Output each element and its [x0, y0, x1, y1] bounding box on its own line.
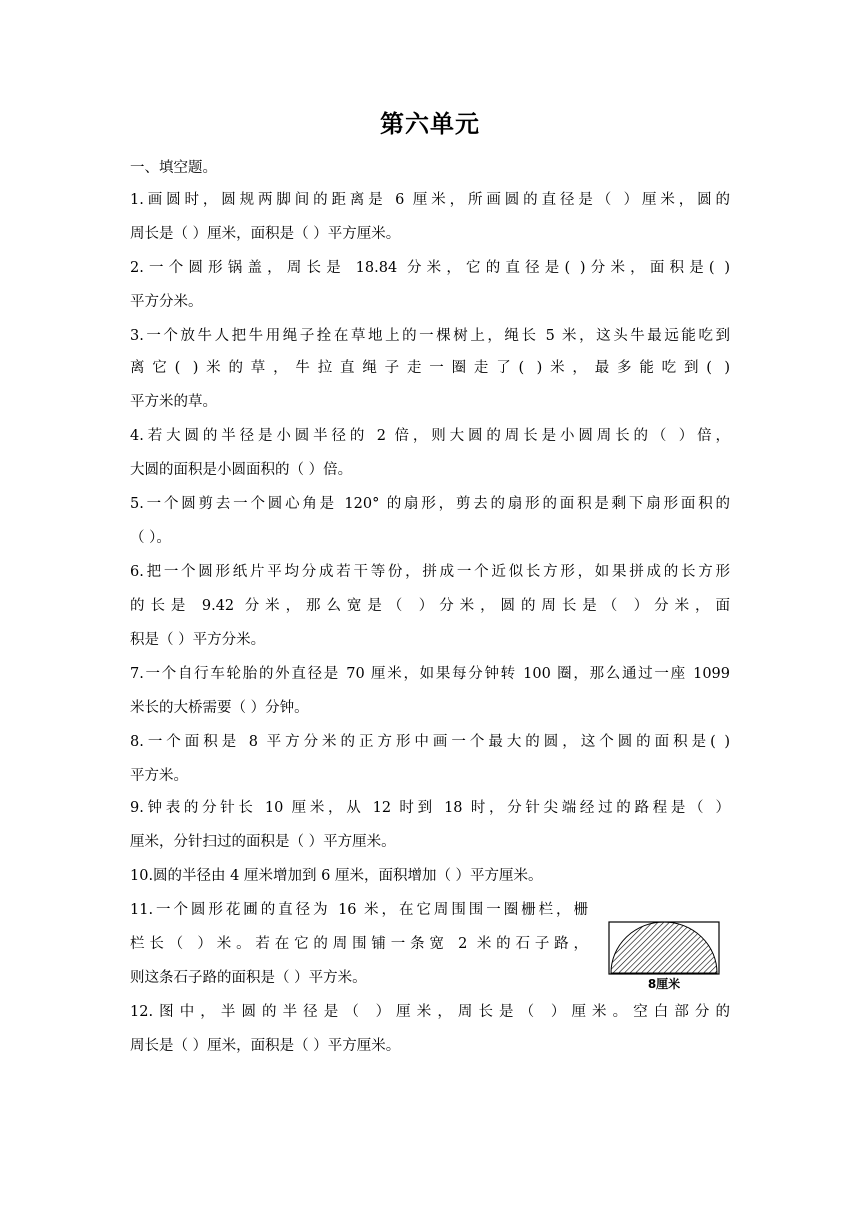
question-7-line-1: 7.一个自行车轮胎的外直径是 70 厘米，如果每分钟转 100 圈，那么通过一座 1099 — [130, 666, 730, 682]
question-8-line-1: 8.一个面积是 8 平方分米的正方形中画一个最大的圆，这个圆的面积是( ) — [130, 734, 730, 750]
question-6-line-2: 的长是 9.42 分米，那么宽是（ ）分米，圆的周长是（ ）分米，面 — [130, 598, 730, 614]
question-11-line-3: 则这条石子路的面积是（ ）平方米。 — [130, 970, 367, 986]
question-12-line-2: 周长是（ ）厘米，面积是（ ）平方厘米。 — [130, 1038, 401, 1054]
question-12-line-1: 12.图中，半圆的半径是（ ）厘米，周长是（ ）厘米。空白部分的 — [130, 1004, 730, 1020]
question-10-line-1: 10.圆的半径由 4 厘米增加到 6 厘米，面积增加（ ）平方厘米。 — [130, 868, 543, 884]
figure-label: 8厘米 — [647, 977, 681, 991]
question-9-line-1: 9.钟表的分针长 10 厘米，从 12 时到 18 时，分针尖端经过的路程是（ ） — [130, 800, 730, 816]
section-heading: 一、填空题。 — [130, 160, 217, 176]
question-2-line-1: 2.一个圆形锅盖，周长是 18.84 分米，它的直径是( )分米，面积是( ) — [130, 260, 730, 276]
question-1-line-1: 1.画圆时，圆规两脚间的距离是 6 厘米，所画圆的直径是（ ）厘米，圆的 — [130, 192, 730, 208]
question-8-line-2: 平方米。 — [130, 768, 188, 784]
question-5-line-2: （ ）。 — [130, 530, 171, 546]
question-3-line-1: 3.一个放牛人把牛用绳子拴在草地上的一棵树上，绳长 5 米，这头牛最远能吃到 — [130, 328, 730, 344]
question-3-line-3: 平方米的草。 — [130, 394, 217, 410]
question-2-line-2: 平方分米。 — [130, 294, 203, 310]
page-title: 第六单元 — [380, 110, 480, 138]
question-7-line-2: 米长的大桥需要（ ）分钟。 — [130, 700, 309, 716]
question-11-line-2: 栏长（ ）米。若在它的周围铺一条宽 2 米的石子路， — [130, 936, 588, 952]
semicircle-figure — [608, 921, 720, 993]
question-4-line-2: 大圆的面积是小圆面积的（ ）倍。 — [130, 462, 353, 478]
semicircle-diagram — [608, 921, 720, 993]
question-11-line-1: 11.一个圆形花圃的直径为 16 米，在它周围围一圈栅栏，栅 — [130, 902, 588, 918]
question-1-line-2: 周长是（ ）厘米，面积是（ ）平方厘米。 — [130, 226, 401, 242]
question-9-line-2: 厘米，分针扫过的面积是（ ）平方厘米。 — [130, 834, 396, 850]
question-6-line-3: 积是（ ）平方分米。 — [130, 632, 266, 648]
question-3-line-2: 离它( )米的草，牛拉直绳子走一圈走了( )米，最多能吃到( ) — [130, 360, 730, 376]
question-6-line-1: 6.把一个圆形纸片平均分成若干等份，拼成一个近似长方形，如果拼成的长方形 — [130, 564, 730, 580]
question-5-line-1: 5.一个圆剪去一个圆心角是 120° 的扇形，剪去的扇形的面积是剩下扇形面积的 — [130, 496, 730, 512]
question-4-line-1: 4.若大圆的半径是小圆半径的 2 倍，则大圆的周长是小圆周长的（ ）倍， — [130, 428, 730, 444]
